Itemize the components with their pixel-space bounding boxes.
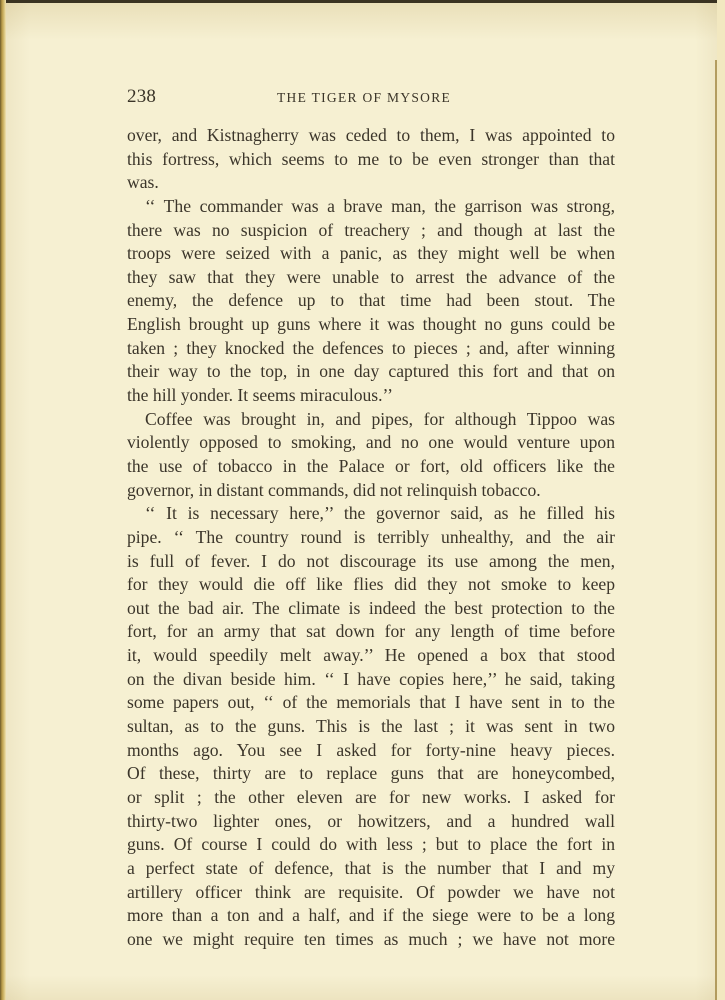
running-title: THE TIGER OF MYSORE [277,90,452,105]
page-top-edge [0,0,725,3]
body-text [127,124,615,951]
text-line: enemy, the defence up to that time had been stout. The [127,290,615,311]
text-line: this fortress, which seems to me to be even stronger than that [127,148,615,169]
text-line: months ago. You see I asked for forty-nine heavy pieces. [127,739,615,760]
text-line: the use of tobacco in the Palace or fort, old officers like the [127,455,615,476]
text-line: or split ; the other eleven are for new works. I asked for [127,786,615,807]
text-line: Of these, thirty are to replace guns that are honeycombed, [127,763,615,784]
text-line: guns. Of course I could do with less ; but to place the fort in [127,834,615,855]
page-binding-edge [0,0,6,1000]
page-fore-edge [717,0,725,1000]
text-line: over, and Kistnagherry was ceded to them, I was appointed to [127,125,615,145]
text-line: there was no suspicion of treachery ; and though at last the [127,219,615,240]
text-line: the hill yonder. It seems miraculous.’’ [127,385,393,406]
text-line: governor, in distant commands, did not relinquish tobacco. [127,479,541,500]
text-line: a perfect state of defence, that is the number that I and my [127,857,615,878]
text-line: taken ; they knocked the defences to pieces ; and, after winning [127,337,615,358]
text-line: on the divan beside him. ‘‘ I have copies here,’’ he said, taking [127,668,615,689]
running-head [127,86,615,110]
text-line: their way to the top, in one day captured this fort and that on [127,361,615,382]
text-line: is full of fever. I do not discourage its use among the men, [127,550,615,571]
text-line: it, would speedily melt away.’’ He opened a box that stood [127,645,615,666]
text-line: English brought up guns where it was thought no guns could be [127,314,615,335]
text-line: ‘‘ It is necessary here,’’ the governor said, as he filled his [145,503,615,524]
text-line: more than a ton and a half, and if the siege were to be a long [127,905,615,926]
text-line: ‘‘ The commander was a brave man, the garrison was strong, [145,195,615,216]
text-line: one we might require ten times as much ; we have not more [127,928,615,949]
text-line: artillery officer think are requisite. Of powder we have not [127,881,615,902]
text-line: out the bad air. The climate is indeed the best protection to the [127,597,615,618]
text-line: for they would die off like flies did they not smoke to keep [127,574,615,595]
text-line: pipe. ‘‘ The country round is terribly unhealthy, and the air [127,526,615,547]
text-line: sultan, as to the guns. This is the last ; it was sent in two [127,716,615,737]
text-line: fort, for an army that sat down for any length of time before [127,621,615,642]
text-line: troops were seized with a panic, as they might well be when [127,243,615,264]
text-line: violently opposed to smoking, and no one would venture upon [127,432,615,453]
text-line: some papers out, ‘‘ of the memorials that I have sent in to the [127,692,615,713]
text-line: was. [127,172,159,193]
page-number: 238 [127,86,157,107]
text-line: Coffee was brought in, and pipes, for although Tippoo was [145,408,615,429]
text-line: they saw that they were unable to arrest the advance of the [127,266,615,287]
text-line: thirty-two lighter ones, or howitzers, and a hundred wall [127,810,615,831]
